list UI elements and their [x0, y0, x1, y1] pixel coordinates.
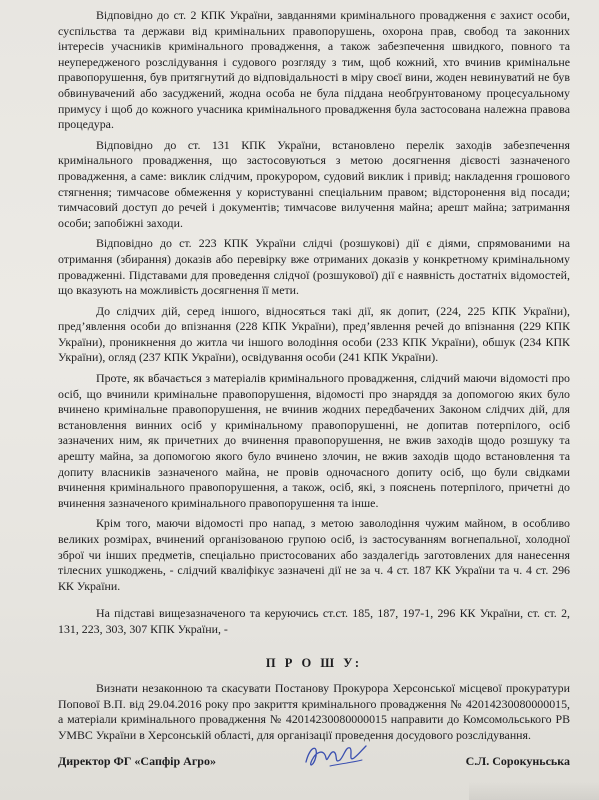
paragraph-article-2: Відповідно до ст. 2 КПК України, завданнями кримінального провадження є захист особи, суспільства та держави від кримінальних правопорушень, охорона прав, свобод та законних інтересів учасників кримінального провадження, а також забезпечення швидкого, повного та неупередженого розслідування і судового розгляду з тим, щоб кожний, хто вчинив кримінальне правопорушення, був притягнутий до відповідальності в міру своєї вини, жоден невинуватий не був обвинувачений або засуджений, жодна особа не була піддана необґрунтованому процесуальному примусу і щоб до кожного учасника кримінального провадження була застосована належна правова процедура. [58, 8, 570, 132]
paragraph-article-131: Відповідно до ст. 131 КПК України, встановлено перелік заходів забезпечення кримінального провадження, що застосовуються з метою досягнення дієвості зазначеного провадження, а саме: виклик слідчим, прокурором, судовий виклик і привід; накладення грошового стягнення; тимчасове обмеження у користуванні спеціальним правом; відсторонення від посади; тимчасовий доступ до речей і документів; тимчасове вилучення майна; арешт майна; затримання особи; запобіжні заходи. [58, 137, 570, 230]
signer-position: Директор ФГ «Сапфір Агро» [58, 754, 216, 768]
paragraph-qualification: Крім того, маючи відомості про напад, з метою заволодіння чужим майном, в особливо великих розмірах, вчинений організованою групою осіб, із застосуванням вогнепальної, холодної зброї чи інших предметів, спеціально пристосованих або заздалегідь заготовлених для нанесення тілесних ушкоджень, - слідчий кваліфікує зазначені дії не за ч. 4 ст. 187 КК України та ч. 4 ст. 296 КК України. [58, 516, 570, 593]
request-heading: П Р О Ш У: [265, 655, 363, 670]
signer-name: С.Л. Сорокуньська [465, 754, 570, 768]
paragraph-investigative-actions: До слідчих дій, серед іншого, відносяться такі дії, як допит, (224, 225 КПК України), пред’явлення особи до впізнання (228 КПК України), пред’явлення речей до впізнання (229 КПК України), проникнення до житла чи іншого володіння особи (233 КПК України), обшук (234 КПК України), огляд (237 КПК України), освідування особи (241 КПК України). [58, 303, 570, 365]
document-body [58, 8, 570, 744]
legal-basis: На підставі вищезазначеного та керуючись ст.ст. 185, 187, 197-1, 296 КК України, ст. ст. 2, 131, 223, 303, 307 КПК України, - [58, 606, 570, 636]
paragraph-inaction: Проте, як вбачається з матеріалів кримінального провадження, слідчий маючи відомості про осіб, що вчинили кримінальне правопорушення, відомості про знаряддя за допомогою яких було вчинено кримінальне правопорушення, не вчинив жодних передбачених Законом слідчих дій, для встановлення винних осіб у кримінальному правопорушенні, не допитав потерпілого, осіб зазначених ним, як причетних до вчинення правопорушення, не вжив заходів щодо розшуку та арешту майна, за допомогою якого було вчинено злочин, не вжив заходів щодо встановлення та допиту власників зазначеного майна, не провів одночасного допиту осіб, що були свідками вчинення кримінального правопорушення, а також, осіб, які, з пояснень потерпілого, причетні до вчинення зазначеного кримінального правопорушення та інше. [58, 371, 570, 510]
page-corner-shadow [469, 782, 599, 800]
handwritten-signature [300, 738, 370, 774]
request-text: Визнати незаконною та скасувати Постанову Прокурора Херсонської місцевої прокуратури Попової В.П. від 29.04.2016 року про закриття кримінального провадження № 42014230080000015, а матеріали кримінального провадження № 42014230080000015 направити до Комсомольського РВ УМВС України в Херсонській області, для організації проведення досудового розслідування. [58, 681, 570, 742]
paragraph-article-223: Відповідно до ст. 223 КПК України слідчі (розшукові) дії є діями, спрямованими на отримання (збирання) доказів або перевірку вже отриманих доказів у конкретному кримінальному провадженні. Підставами для проведення слідчої (розшукової) дії є наявність достатніх відомостей, що вказують на можливість досягнення її мети. [58, 236, 570, 298]
